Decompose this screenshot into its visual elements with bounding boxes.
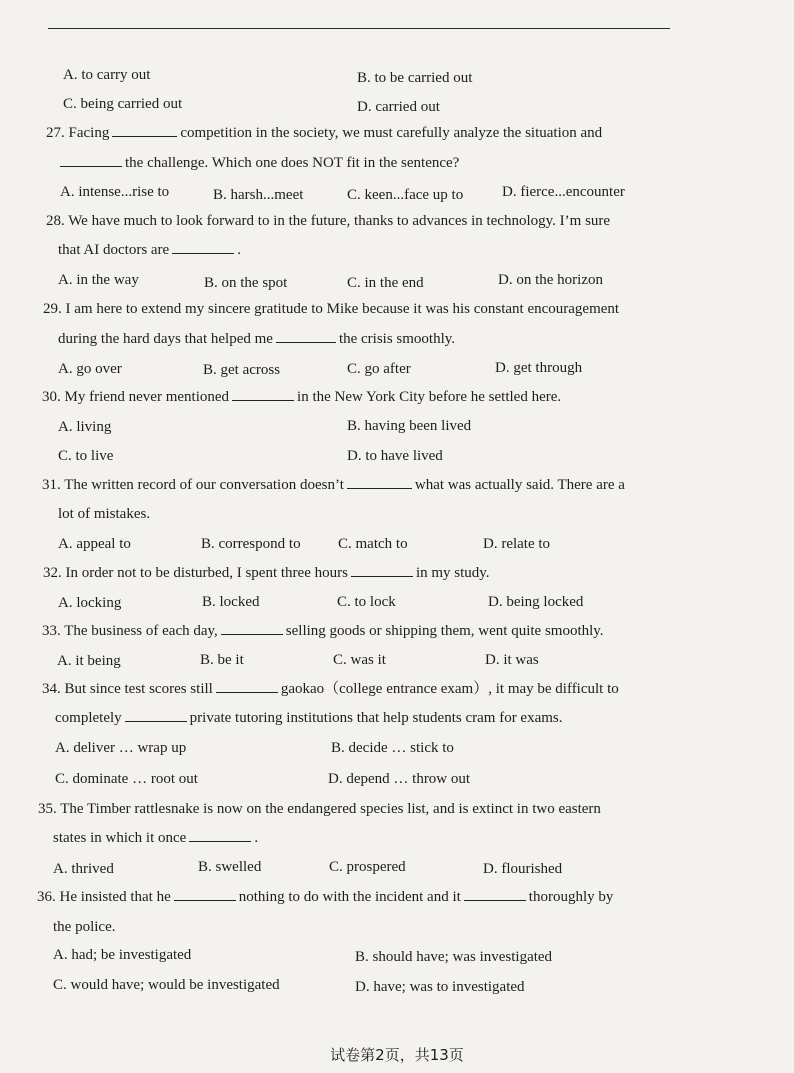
q29-text: during the hard days that helped me — [58, 331, 273, 347]
answer-blank — [174, 888, 236, 901]
answer-blank — [112, 124, 177, 137]
q30-option-d: D. to have lived — [347, 448, 443, 464]
q26-option-d: D. carried out — [357, 99, 440, 115]
q28-text: . — [237, 242, 241, 258]
q30-option-c: C. to live — [58, 448, 114, 464]
q33-option-d: D. it was — [485, 652, 539, 668]
q32-text: 32. In order not to be disturbed, I spent three hours — [43, 565, 348, 581]
q36-stem-line1 — [37, 888, 613, 906]
q29-stem-line2 — [58, 330, 455, 348]
q29-stem-line1: 29. I am here to extend my sincere gratitude to Mike because it was his constant encouragement — [43, 301, 620, 317]
q33-text: selling goods or shipping them, went quite smoothly. — [285, 623, 604, 639]
q36-stem-line2: the police. — [53, 919, 116, 935]
q27-option-b: B. harsh...meet — [213, 187, 304, 203]
q27-option-c: C. keen...face up to — [347, 187, 464, 203]
q31-stem-line1 — [42, 476, 625, 494]
q35-stem-line1: 35. The Timber rattlesnake is now on the endangered species list, and is extinct in two eastern — [38, 801, 601, 817]
q28-option-d: D. on the horizon — [498, 272, 603, 288]
q30-stem-line1 — [42, 388, 561, 406]
q33-option-a: A. it being — [57, 653, 121, 669]
q31-option-c: C. match to — [338, 536, 408, 552]
q35-stem-line2 — [53, 829, 258, 847]
answer-blank — [189, 829, 251, 842]
q36-text: nothing to do with the incident and it — [238, 889, 461, 905]
q34-text: gaokao（college entrance exam）, it may be difficult to — [280, 681, 619, 697]
q32-option-a: A. locking — [58, 595, 122, 611]
q26-option-a: A. to carry out — [63, 67, 151, 83]
q30-text: 30. My friend never mentioned — [42, 389, 230, 405]
q33-stem-line1 — [42, 622, 604, 640]
q27-stem-line2 — [60, 154, 459, 172]
answer-blank — [216, 680, 278, 693]
q34-option-a: A. deliver … wrap up — [55, 740, 187, 756]
q32-option-c: C. to lock — [337, 594, 396, 610]
q35-option-a: A. thrived — [53, 861, 114, 877]
q36-text: 36. He insisted that he — [37, 889, 171, 905]
q31-option-a: A. appeal to — [58, 536, 131, 552]
q35-option-c: C. prospered — [329, 859, 406, 875]
q32-text: in my study. — [415, 565, 490, 581]
q34-option-c: C. dominate … root out — [55, 771, 198, 787]
q28-option-c: C. in the end — [347, 275, 424, 291]
q32-option-b: B. locked — [202, 594, 260, 610]
q36-option-d: D. have; was to investigated — [355, 979, 525, 995]
q27-stem-line1 — [46, 124, 602, 142]
q31-text: what was actually said. There are a — [414, 477, 625, 493]
q36-text: thoroughly by — [528, 889, 614, 905]
answer-blank — [221, 622, 283, 635]
q28-option-a: A. in the way — [58, 272, 139, 288]
q31-option-b: B. correspond to — [201, 536, 301, 552]
q29-text: the crisis smoothly. — [338, 331, 456, 347]
q26-option-b: B. to be carried out — [357, 70, 473, 86]
q32-option-d: D. being locked — [488, 594, 584, 610]
q27-text: competition in the society, we must carefully analyze the situation and — [180, 125, 603, 141]
q35-option-d: D. flourished — [483, 861, 563, 877]
q26-option-c: C. being carried out — [63, 96, 183, 112]
page-footer: 试卷第2页，共13页 — [330, 1046, 464, 1064]
q30-option-b: B. having been lived — [347, 418, 472, 434]
q35-text: . — [254, 830, 259, 846]
q28-text: that AI doctors are — [58, 242, 170, 258]
q36-option-b: B. should have; was investigated — [355, 949, 553, 965]
q30-option-a: A. living — [58, 419, 112, 435]
q35-option-b: B. swelled — [198, 859, 262, 875]
q30-text: in the New York City before he settled here. — [297, 389, 562, 405]
q34-stem-line2 — [55, 709, 563, 727]
q28-stem-line1: 28. We have much to look forward to in the future, thanks to advances in technology. I’m sure — [46, 213, 611, 229]
answer-blank — [464, 888, 526, 901]
q36-option-c: C. would have; would be investigated — [53, 977, 280, 993]
answer-blank — [347, 476, 412, 489]
answer-blank — [172, 241, 234, 254]
answer-blank — [125, 709, 187, 722]
q29-option-a: A. go over — [58, 361, 122, 377]
q31-option-d: D. relate to — [483, 536, 551, 552]
q33-option-b: B. be it — [200, 652, 244, 668]
q32-stem-line1 — [43, 564, 490, 582]
q34-option-b: B. decide … stick to — [331, 740, 454, 756]
q34-text: 34. But since test scores still — [42, 681, 213, 697]
q35-text: states in which it once — [53, 830, 187, 846]
q36-option-a: A. had; be investigated — [53, 947, 192, 963]
q29-option-d: D. get through — [495, 360, 583, 376]
answer-blank — [351, 564, 413, 577]
q33-text: 33. The business of each day, — [42, 623, 218, 639]
q29-option-b: B. get across — [203, 362, 281, 378]
answer-blank — [232, 388, 294, 401]
q29-option-c: C. go after — [347, 361, 411, 377]
q27-option-a: A. intense...rise to — [60, 184, 170, 200]
q31-stem-line2: lot of mistakes. — [58, 506, 151, 522]
answer-blank — [60, 154, 122, 167]
q27-option-d: D. fierce...encounter — [502, 184, 625, 200]
q27-text: 27. Facing — [46, 125, 110, 141]
q34-text: completely — [55, 710, 122, 726]
q34-stem-line1 — [42, 680, 619, 698]
header-rule — [48, 28, 670, 29]
q34-text: private tutoring institutions that help students cram for exams. — [189, 710, 563, 726]
q28-stem-line2 — [58, 241, 241, 259]
q33-option-c: C. was it — [333, 652, 386, 668]
answer-blank — [276, 330, 336, 343]
q31-text: 31. The written record of our conversation doesn’t — [42, 477, 344, 493]
q34-option-d: D. depend … throw out — [328, 771, 471, 787]
q27-text: the challenge. Which one does NOT fit in the sentence? — [125, 155, 460, 171]
q28-option-b: B. on the spot — [204, 275, 288, 291]
